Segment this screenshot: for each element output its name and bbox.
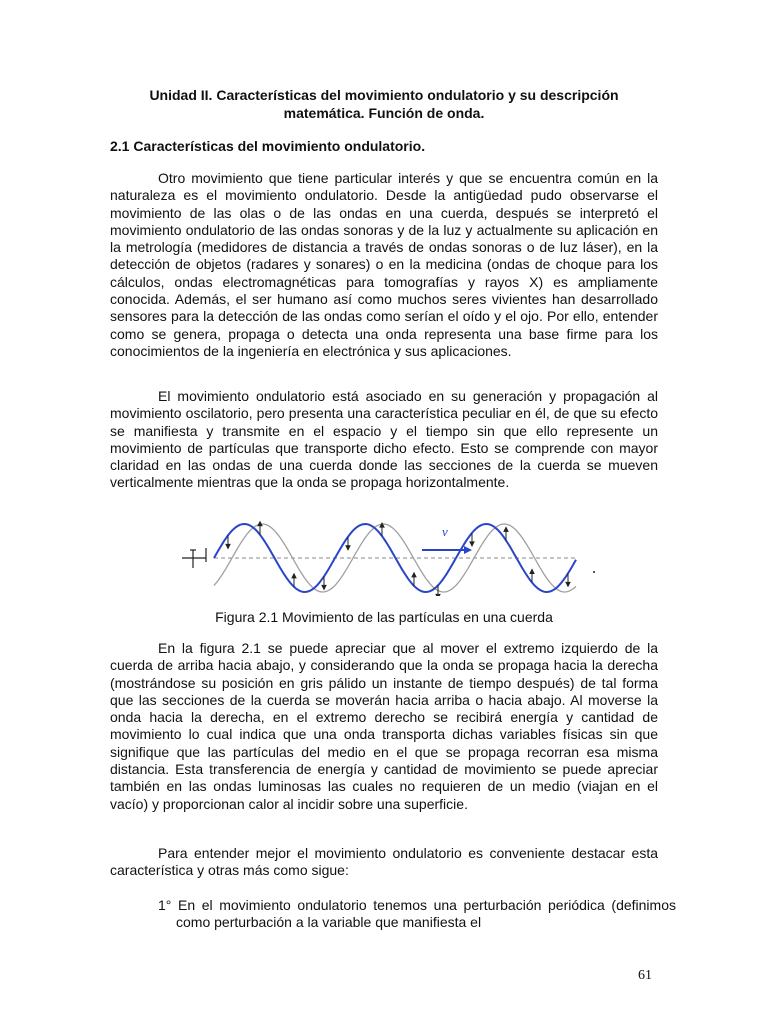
figure-caption: Figura 2.1 Movimiento de las partículas en una cuerda [215, 609, 553, 625]
particle-arrow-head [258, 522, 262, 526]
particle-arrow-head [436, 594, 440, 596]
wave-figure [176, 512, 600, 596]
particle-arrow-head [530, 570, 534, 574]
paragraph-oscillatory: El movimiento ondulatorio está asociado en su generación y propagación al movimiento oscilatorio, pero presenta una característica peculiar en él, de que su efecto se manifiesta y transmite en el espacio y el tiempo sin que ello represente un movimiento de partículas que transporte dicho efecto. Esto se comprende con mayor claridad en las ondas de una cuerda donde las secciones de la cuerda se mueven verticalmente mientras que la onda se propaga horizontalmente. [110, 388, 658, 491]
wave-current-blue [214, 524, 576, 592]
particle-arrow-head [292, 574, 296, 578]
paragraph-list-intro: Para entender mejor el movimiento ondulatorio es conveniente destacar esta característica y otras más como sigue: [110, 845, 658, 879]
velocity-label: v [442, 524, 448, 539]
unit-title: Unidad II. Características del movimiento ondulatorio y su descripción matemática. Función de onda. [149, 87, 619, 121]
particle-arrow-head [412, 573, 416, 577]
particle-arrow-head [470, 542, 474, 546]
end-marker [593, 571, 595, 573]
paragraph-figure-explanation: En la figura 2.1 se puede apreciar que al mover el extremo izquierdo de la cuerda de arriba hacia abajo, y considerando que la onda se propaga hacia la derecha (mostrándose su posición en gris pálido un instante de tiempo después) de tal forma que las secciones de la cuerda se moverán hacia arriba o hacia abajo. Al moverse la onda hacia la derecha, en el extremo derecho se recibirá energía y cantidad de movimiento lo cual indica que una onda transporta dichas variables físicas sin que signifique que las partículas del medio en el que se propaga recorran esa misma distancia. Esta transferencia de energía y cantidad de movimiento se puede apreciar también en las ondas luminosas las cuales no requieren de un medio (viajan en el vacío) y proporcionan calor al incidir sobre una superficie. [110, 640, 658, 812]
list-item-1: 1° En el movimiento ondulatorio tenemos una perturbación periódica (definimos como perturbación a la variable que manifiesta el [158, 897, 676, 931]
page-number: 61 [638, 968, 652, 983]
particle-arrow-head [346, 546, 350, 550]
particle-arrow-head [566, 582, 570, 586]
particle-arrow-head [322, 585, 326, 589]
section-heading: 2.1 Características del movimiento ondulatorio. [110, 138, 426, 154]
string-end-clamp [182, 548, 206, 568]
paragraph-intro: Otro movimiento que tiene particular interés y que se encuentra común en la naturaleza es el movimiento ondulatorio. Desde la antigüedad pudo observarse el movimiento de las olas o de las ondas en una cuerda, después se interpretó el movimiento ondulatorio de las ondas sonoras y de la luz y actualmente su aplicación en la metrología (medidores de distancia a través de ondas sonoras o de luz láser), en la detección de objetos (radares y sonares) o en la medicina (ondas de choque para los cálculos, ondas electromagnéticas para tomografías y rayos X) es ampliamente conocida. Además, el ser humano así como muchos seres vivientes han desarrollado sensores para la detección de las ondas como serían el oído y el ojo. Por ello, entender como se genera, propaga o detecta una onda representa una base firme para los conocimientos de la ingeniería en electrónica y sus aplicaciones. [110, 170, 658, 359]
particle-arrow-head [504, 527, 508, 531]
particle-arrow-head [226, 544, 230, 548]
velocity-arrow [422, 546, 472, 554]
